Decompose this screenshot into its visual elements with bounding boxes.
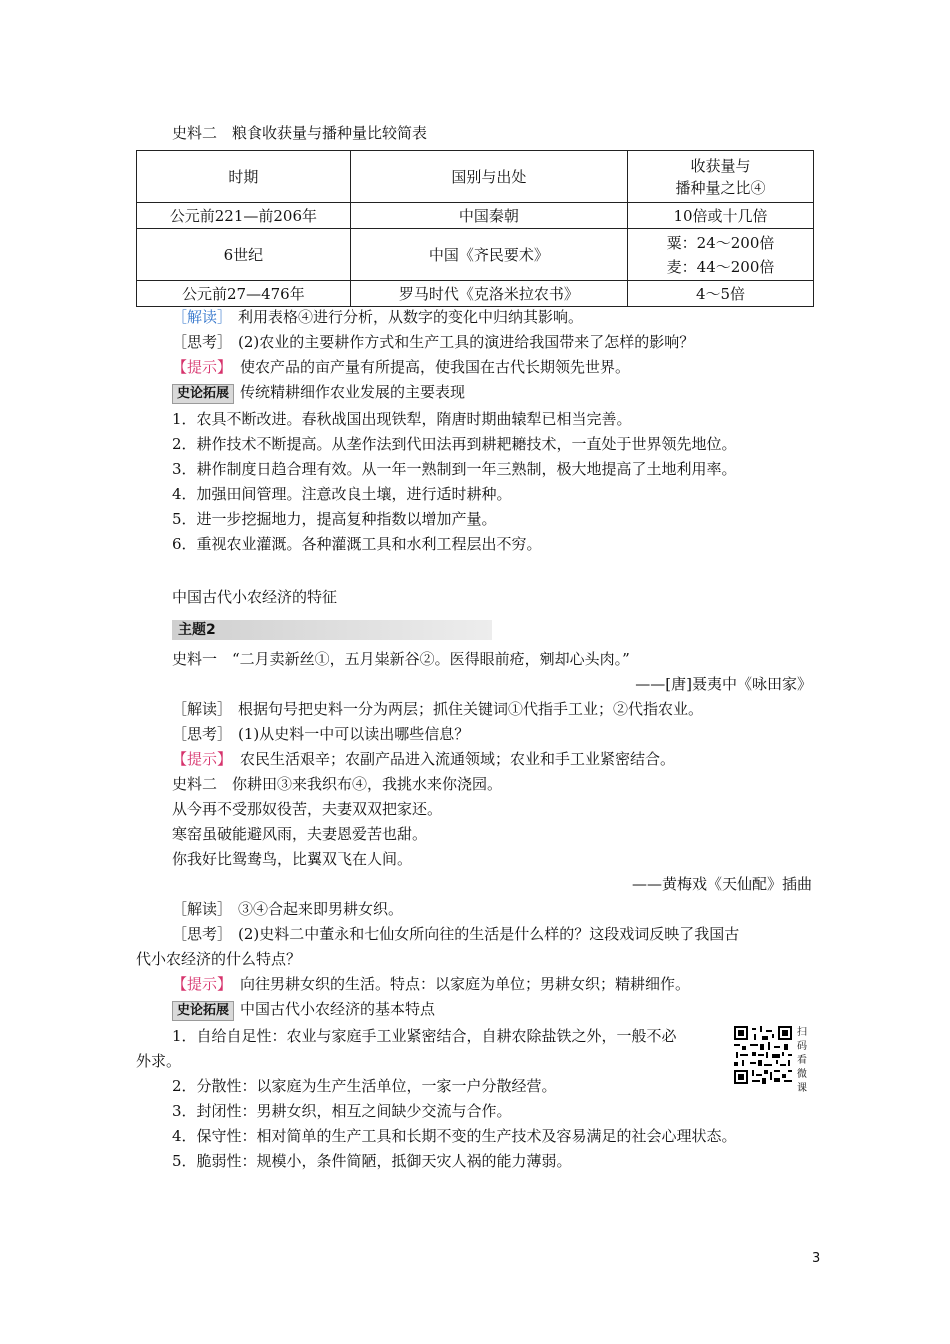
qr-code-icon[interactable]	[734, 1026, 792, 1084]
sikao-line: ［思考］ (2)史料二中董永和七仙女所向往的生活是什么样的？这段戏词反映了我国古	[172, 925, 740, 943]
comparison-table	[136, 150, 814, 307]
section-title: 中国古代小农经济的特征	[172, 588, 338, 606]
tishi-line: 【提示】 农民生活艰辛；农副产品进入流通领域；农业和手工业紧密结合。	[172, 750, 676, 768]
list-item-continued: 外求。	[136, 1052, 182, 1070]
list-item: 6．重视农业灌溉。各种灌溉工具和水利工程层出不穷。	[172, 535, 542, 553]
jiedu-line: ［解读］ ③④合起来即男耕女织。	[172, 900, 404, 918]
list-item: 4．加强田间管理。注意改良土壤，进行适时耕种。	[172, 485, 512, 503]
table-header-row	[137, 151, 814, 203]
source-two-line: 寒窑虽破能避风雨，夫妻恩爱苦也甜。	[172, 825, 428, 843]
table-row	[137, 203, 814, 229]
source-two-line: 从今再不受那奴役苦，夫妻双双把家还。	[172, 800, 443, 818]
extension-badge: 史论拓展	[172, 1001, 234, 1021]
table-cell: 4～5倍	[628, 281, 814, 307]
sikao-line: ［思考］ (2)农业的主要耕作方式和生产工具的演进给我国带来了怎样的影响？	[172, 333, 695, 351]
list-item: 3．封闭性：男耕女织，相互之间缺少交流与合作。	[172, 1102, 512, 1120]
table-header-cell: 国别与出处	[350, 151, 627, 203]
table-cell: 罗马时代《克洛米拉农书》	[350, 281, 627, 307]
table-header-cell: 时期	[137, 151, 351, 203]
table-cell: 粟：24～200倍 麦：44～200倍	[628, 229, 814, 281]
table-cell: 中国秦朝	[350, 203, 627, 229]
table-row	[137, 281, 814, 307]
list-item: 5．进一步挖掘地力，提高复种指数以增加产量。	[172, 510, 497, 528]
jiedu-line: ［解读］ 利用表格④进行分析，从数字的变化中归纳其影响。	[172, 308, 584, 326]
qr-code-label: 扫码看微课	[797, 1027, 807, 1094]
table-cell: 公元前221—前206年	[137, 203, 351, 229]
list-item: 1．农具不断改进。春秋战国出现铁犁，隋唐时期曲辕犁已相当完善。	[172, 410, 632, 428]
jiedu-line: ［解读］ 根据句号把史料一分为两层；抓住关键词①代指手工业；②代指农业。	[172, 700, 704, 718]
tishi-line: 【提示】 使农产品的亩产量有所提高，使我国在古代长期领先世界。	[172, 358, 631, 376]
list-item: 4．保守性：相对简单的生产工具和长期不变的生产技术及容易满足的社会心理状态。	[172, 1127, 737, 1145]
table-header-cell: 收获量与 播种量之比④	[628, 151, 814, 203]
source-attribution: ——黄梅戏《天仙配》插曲	[631, 875, 812, 893]
sikao-line: ［思考］ (1)从史料一中可以读出哪些信息？	[172, 725, 470, 743]
topic-label: 主题2	[178, 622, 216, 638]
list-item: 1．自给自足性：农业与家庭手工业紧密结合，自耕农除盐铁之外，一般不必	[172, 1027, 677, 1045]
tishi-line: 【提示】 向往男耕女织的生活。特点：以家庭为单位；男耕女织；精耕细作。	[172, 975, 691, 993]
table-cell: 6世纪	[137, 229, 351, 281]
source-two-line: 史料二 你耕田③来我织布④，我挑水来你浇园。	[172, 775, 503, 793]
source-one: 史料一 “二月卖新丝①，五月粜新谷②。医得眼前疮，剜却心头肉。”	[172, 650, 630, 668]
list-item: 2．分散性：以家庭为生产生活单位，一家一户分散经营。	[172, 1077, 557, 1095]
table-cell: 10倍或十几倍	[628, 203, 814, 229]
table-cell: 中国《齐民要术》	[350, 229, 627, 281]
extension-heading: 史论拓展 中国古代小农经济的基本特点	[172, 998, 435, 1021]
table-row	[137, 229, 814, 281]
extension-badge: 史论拓展	[172, 384, 234, 404]
list-item: 3．耕作制度日趋合理有效。从一年一熟制到一年三熟制，极大地提高了土地利用率。	[172, 460, 737, 478]
table-cell: 公元前27—476年	[137, 281, 351, 307]
extension-heading: 史论拓展 传统精耕细作农业发展的主要表现	[172, 381, 465, 404]
list-item: 5．脆弱性：规模小，条件简陋，抵御天灾人祸的能力薄弱。	[172, 1152, 572, 1170]
sikao-line-continued: 代小农经济的什么特点？	[136, 950, 302, 968]
source-attribution: ——[唐]聂夷中《咏田家》	[635, 675, 812, 693]
list-item: 2．耕作技术不断提高。从垄作法到代田法再到耕耙耱技术，一直处于世界领先地位。	[172, 435, 737, 453]
source-two-line: 你我好比鸳鸯鸟，比翼双飞在人间。	[172, 850, 413, 868]
table-caption: 史料二 粮食收获量与播种量比较简表	[172, 124, 428, 142]
topic-bar	[172, 620, 492, 640]
page-number: 3	[812, 1251, 821, 1266]
